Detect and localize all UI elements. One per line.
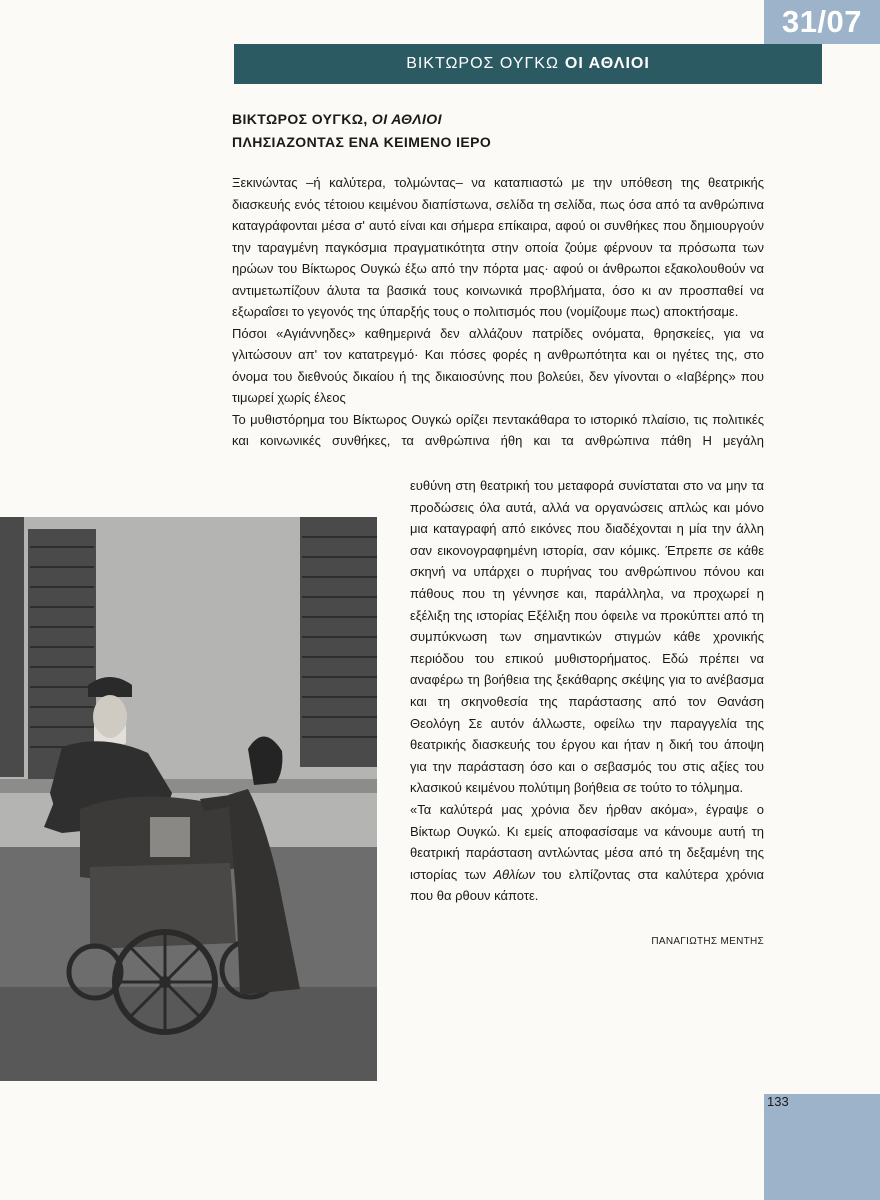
- article-heading: [232, 108, 491, 154]
- heading-line-1: [232, 108, 491, 131]
- paragraph-1: Ξεκινώντας –ή καλύτερα, τολμώντας– να καταπιαστώ με την υπόθεση της θεατρικής διασκευής ενός τέτοιου κειμένου διαπίστωνα, σελίδα τη σελίδα, πως όσα από τα ανθρώπινα καταγράφονται μέσα σ' αυτό είναι και σήμερα επίκαιρα, αφού οι συνθήκες που δημιουργούν την ταραγμένη παγκόσμια πραγματικότητα στην οποία ζούμε φέρνουν τα πρόσωπα των ηρώων του Βίκτωρος Ουγκώ έξω από την πόρτα μας· αφού οι άνθρωποι εξακολουθούν να αντιμετωπίζουν άλυτα τα βασικά τους κοινωνικά προβλήματα, όσο κι αν προσπαθεί να εξωραΐσει το γεγονός της ύπαρξής τους ο πολιτισμός που (νομίζουμε πως) αποκτήσαμε.: [232, 175, 764, 319]
- paragraph-2: Πόσοι «Αγιάννηδες» καθημερινά δεν αλλάζουν πατρίδες ονόματα, θρησκείες, για να γλιτώσουν απ' τον κατατρεγμό· Και πόσες φορές η ανθρωπότητα και οι ηγέτες της, στο όνομα του διεθνούς δικαίου ή της δικαιοσύνης που βολεύει, δεν γίνονται ο «Ιαβέρης» που τιμωρεί χωρίς έλεος: [232, 325, 764, 405]
- heading-work: ΟΙ ΑΘΛΙΟΙ: [371, 111, 442, 127]
- paragraph-3: Το μυθιστόρημα του Βίκτωρος Ουγκώ ορίζει πεντακάθαρα το ιστορικό πλαίσιο, τις πολιτικές και κοινωνικές συνθήκες, τα ανθρώπινα ήθη και τα ανθρώπινα πάθη Η μεγάλη: [232, 411, 764, 448]
- photo-illustration: [0, 517, 377, 1081]
- paragraph-4-text-b: του ελπίζοντας στα καλύτερα χρόνια που θα ρθουν κάποτε.: [410, 866, 764, 904]
- page-corner-block: [764, 1094, 880, 1200]
- title-author: ΒΙΚΤΩΡΟΣ ΟΥΓΚΩ: [406, 55, 559, 72]
- date-tab: 31/07: [764, 0, 880, 44]
- paragraph-4-italic: Αθλίων: [493, 866, 535, 882]
- historical-photo: [0, 517, 377, 1081]
- title-bar: [234, 44, 822, 84]
- heading-line-2: ΠΛΗΣΙΑΖΟΝΤΑΣ ΕΝΑ ΚΕΙΜΕΝΟ ΙΕΡΟ: [232, 134, 492, 150]
- paragraph-4-text-a: «Τα καλύτερά μας χρόνια δεν ήρθαν ακόμα», έγραψε ο Βίκτωρ Ουγκώ. Κι εμείς αποφασίσαμε να κάνουμε αυτή τη θεατρική παράσταση αντλώντας μέσα από τη δεξαμένη της ιστορίας των: [410, 801, 764, 882]
- article-body-right: [410, 475, 764, 907]
- page-number: 133: [767, 1094, 789, 1109]
- article-body-top: [232, 172, 764, 452]
- paragraph-4: [410, 799, 764, 907]
- paragraph-3-continued: ευθύνη στη θεατρική του μεταφορά συνίσταται στο να μην τα προδώσεις όλα αυτά, αλλά να οργανώσεις απλώς και μόνο μια καταγραφή από εικόνες που διαδέχονται η μία την άλλη σαν εικονογραφημένη ιστορία, σαν κόμικς. Έπρεπε σε κάθε σκηνή να υπάρχει ο πυρήνας του ανθρώπινου πόνου και πάθους που τη γέννησε και, παράλληλα, να προχωρεί η εξέλιξη της ιστορίας Εξέλιξη που όφειλε να προκύπτει από τη συμπύκνωση των σημαντικών στιγμών κάθε χρονικής περιόδου του επικού μυθιστορήματος. Εδώ πρέπει να αναφέρω τη βοήθεια της ξεκάθαρης σκέψης για το ανέβασμα και τη σκηνοθεσία της παράστασης από τον Θανάση Θεολόγη Σε αυτόν άλλωστε, οφείλω την παραγγελία της θεατρικής διασκευής του έργου και ήταν η δική του άποψη για την παράσταση όσο και ο σεβασμός του στις αξίες του κλασικού κειμένου πολύτιμη βοήθεια σε τούτο το τόλμημα.: [410, 478, 764, 796]
- article-author: ΠΑΝΑΓΙΩΤΗΣ ΜΕΝΤΗΣ: [651, 936, 764, 947]
- heading-author: ΒΙΚΤΩΡΟΣ ΟΥΓΚΩ,: [232, 111, 372, 127]
- title-work: ΟΙ ΑΘΛΙΟΙ: [564, 55, 650, 72]
